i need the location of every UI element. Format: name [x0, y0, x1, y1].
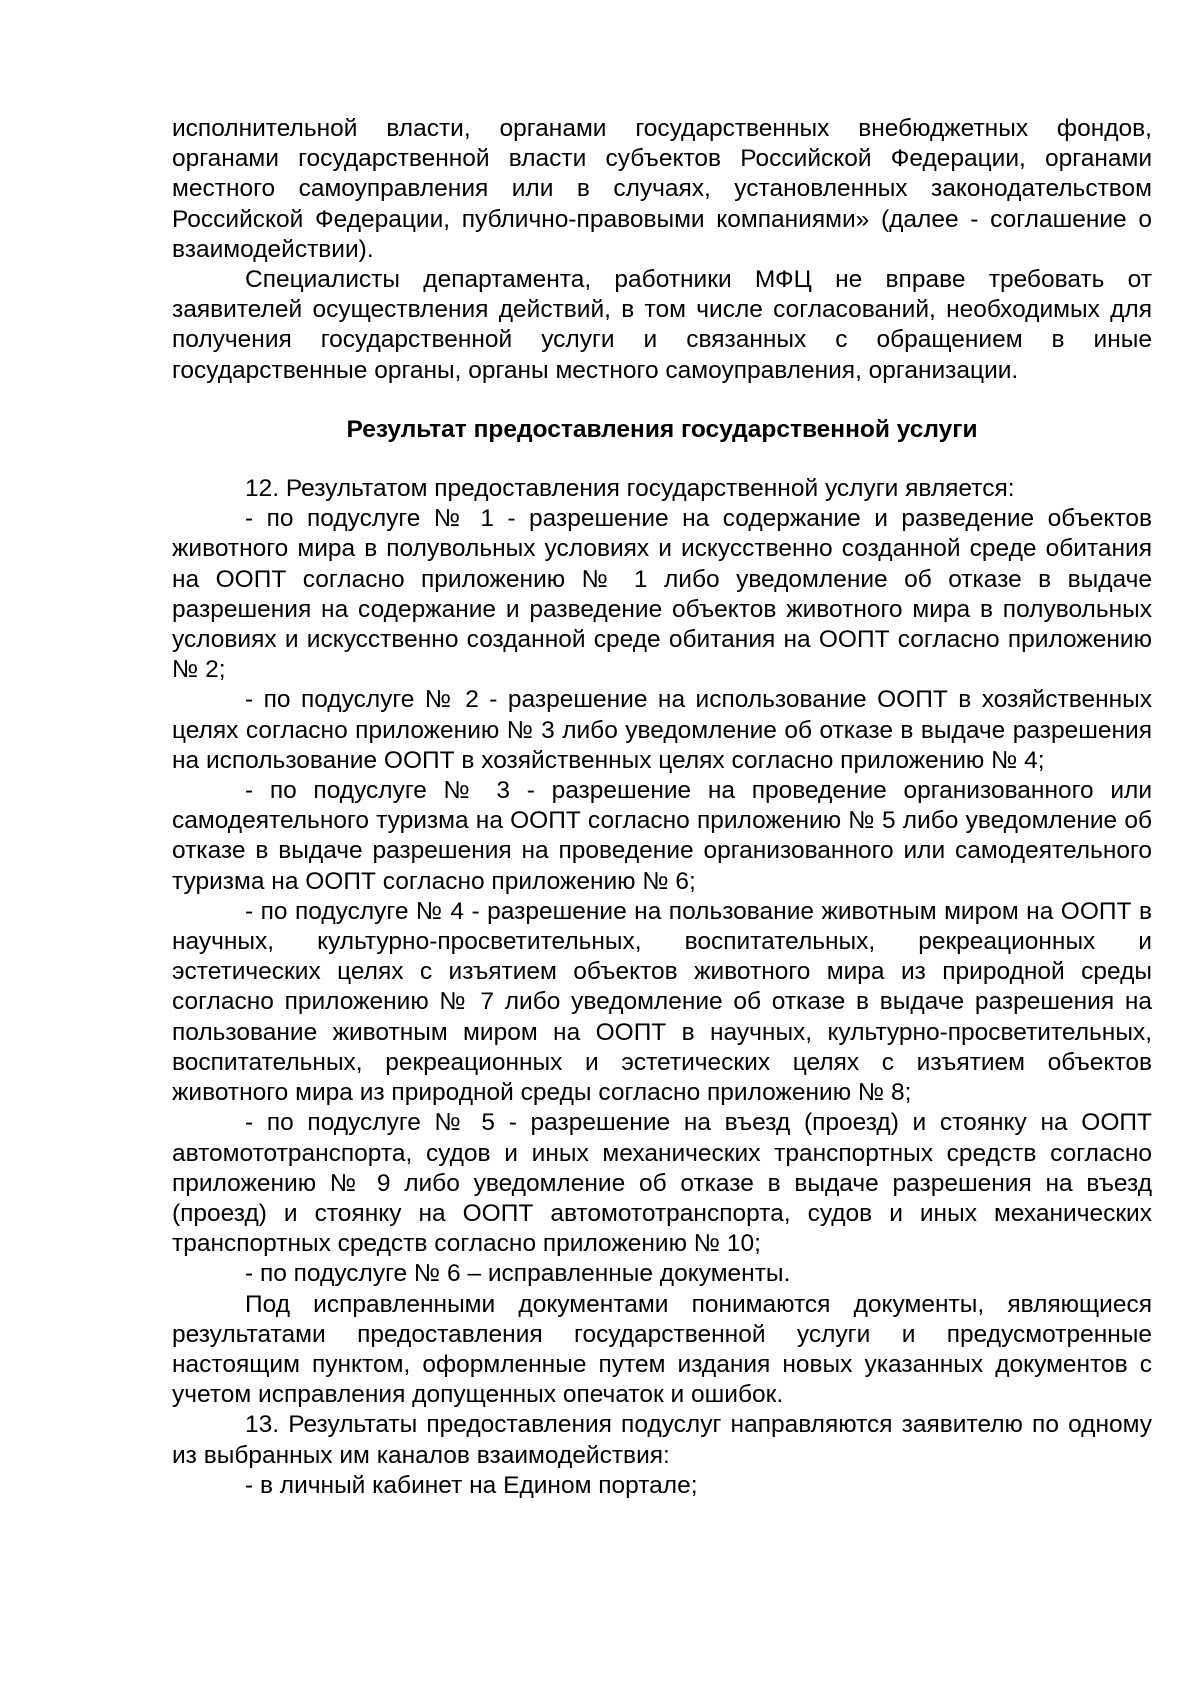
paragraph-specialists: Специалисты департамента, работники МФЦ не вправе требовать от заявителей осуществления действий, в том числе согласований, необходимых для получения государственной услуги и связанных с обращением в иные государственные органы, органы местного самоуправления, организации. [172, 266, 1152, 384]
paragraph-subservice-6: - по подуслуге № 6 – исправленные документы. [245, 1260, 791, 1288]
paragraph-channel-portal: - в личный кабинет на Едином портале; [245, 1471, 698, 1499]
section-heading: Результат предоставления государственной услуги [346, 415, 978, 443]
paragraph-item-13: 13. Результаты предоставления подуслуг направляются заявителю по одному из выбранных им каналов взаимодействия: [172, 1411, 1152, 1469]
paragraph-item-12: 12. Результатом предоставления государственной услуги является: [245, 475, 1015, 503]
paragraph-subservice-1: - по подуслуге № 1 - разрешение на содержание и разведение объектов животного мира в полувольных условиях и искусственно созданной среде обитания на ООПТ согласно приложению № 1 либо уведомление об отказе в выдаче разрешения на содержание и разведение объектов животного мира в полувольных условиях и искусственно созданной среде обитания на ООПТ согласно приложению № 2; [172, 505, 1152, 684]
paragraph-corrected-documents: Под исправленными документами понимаются документы, являющиеся результатами предоставления государственной услуги и предусмотренные настоящим пунктом, оформленные путем издания новых указанных документов с учетом исправления допущенных опечаток и ошибок. [172, 1290, 1152, 1409]
paragraph-subservice-2: - по подуслуге № 2 - разрешение на использование ООПТ в хозяйственных целях согласно приложению № 3 либо уведомление об отказе в выдаче разрешения на использование ООПТ в хозяйственных целях согласно приложению № 4; [172, 686, 1152, 774]
paragraph-subservice-3: - по подуслуге № 3 - разрешение на проведение организованного или самодеятельного туризма на ООПТ согласно приложению № 5 либо уведомление об отказе в выдаче разрешения на проведение организованного или самодеятельного туризма на ООПТ согласно приложению № 6; [172, 777, 1152, 895]
paragraph-subservice-4: - по подуслуге № 4 - разрешение на пользование животным миром на ООПТ в научных, культурно-просветительных, воспитательных, рекреационных и эстетических целях с изъятием объектов животного мира из природной среды согласно приложению № 7 либо уведомление об отказе в выдаче разрешения на пользование животным миром на ООПТ в научных, культурно-просветительных, воспитательных, рекреационных и эстетических целях с изъятием объектов животного мира из природной среды согласно приложению № 8; [172, 897, 1152, 1107]
paragraph-subservice-5: - по подуслуге № 5 - разрешение на въезд (проезд) и стоянку на ООПТ автомототранспорта, судов и иных механических транспортных средств согласно приложению № 9 либо уведомление об отказе в выдаче разрешения на въезд (проезд) и стоянку на ООПТ автомототранспорта, судов и иных механических транспортных средств согласно приложению № 10; [172, 1109, 1152, 1258]
paragraph-agreement: исполнительной власти, органами государственных внебюджетных фондов, органами государственной власти субъектов Российской Федерации, органами местного самоуправления или в случаях, установленных законодательством Российской Федерации, публично-правовыми компаниями» (далее - соглашение о взаимодействии). [172, 115, 1152, 263]
document-page [172, 114, 1152, 1501]
